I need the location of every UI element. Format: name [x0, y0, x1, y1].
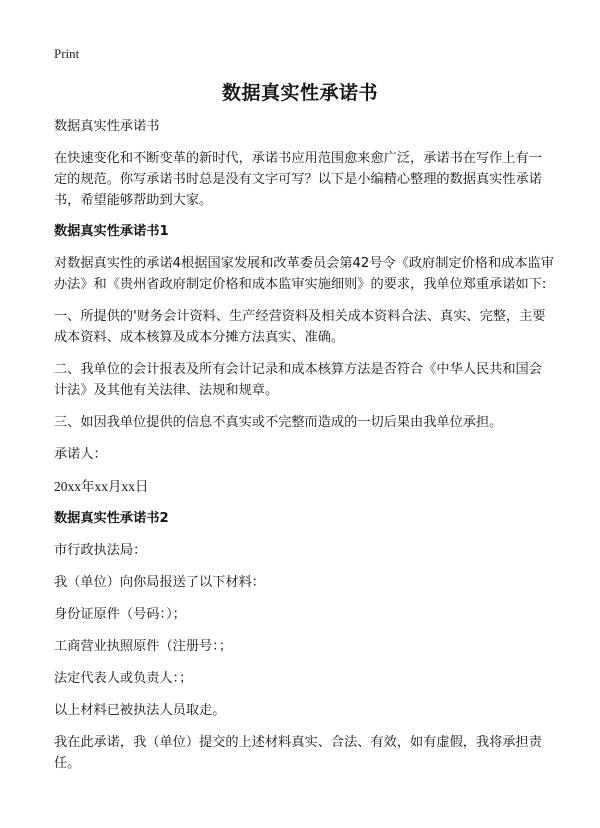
section2-paragraph-1: 市行政执法局：: [54, 543, 147, 558]
section1-paragraph-4: 三、如因我单位提供的信息不真实或不完整而造成的一切后果由我单位承担。: [54, 415, 503, 430]
section1-paragraph-1: 对数据真实性的承诺4根据国家发展和改革委员会第42号令《政府制定价格和成本监审办法》和《贵州省政府制定价格和成本监审实施细则》的要求，我单位郑重承诺如下:: [54, 256, 554, 292]
intro-paragraph: 在快速变化和不断变革的新时代，承诺书应用范围愈来愈广泛，承诺书在写作上有一定的规范。你写承诺书时总是没有文字可写？以下是小编精心整理的数据真实性承诺书，希望能够帮助到大家。: [54, 151, 542, 208]
section2-paragraph-3: 身份证原件（号码：）；: [54, 607, 186, 622]
section2-heading: 数据真实性承诺书2: [54, 511, 169, 526]
section2-paragraph-5: 法定代表人或负责人：；: [54, 671, 193, 686]
document-title: 数据真实性承诺书: [221, 82, 378, 104]
document-body: [54, 116, 554, 785]
section1-heading: 数据真实性承诺书1: [54, 224, 169, 239]
section2-paragraph-7: 我在此承诺，我（单位）提交的上述材料真实、合法、有效，如有虚假，我将承担责任。: [54, 735, 542, 771]
print-link[interactable]: Print: [54, 46, 80, 61]
document-subtitle: 数据真实性承诺书: [54, 119, 160, 134]
section2-paragraph-2: 我（单位）向你局报送了以下材料：: [54, 575, 265, 590]
section2-paragraph-4: 工商营业执照原件（注册号：；: [54, 639, 233, 654]
section1-paragraph-2: 一、所提供的'财务会计资料、生产经营资料及相关成本资料合法、真实、完整，主要成本资料、成本核算及成本分摊方法真实、准确。: [54, 309, 546, 345]
section2-paragraph-6: 以上材料已被执法人员取走。: [54, 703, 226, 718]
section1-date: 20xx年xx月xx日: [54, 479, 149, 494]
section1-signer: 承诺人：: [54, 447, 107, 462]
section1-paragraph-3: 二、我单位的会计报表及所有会计记录和成本核算方法是否符合《中华人民共和国会计法》及其他有关法律、法规和规章。: [54, 362, 542, 398]
